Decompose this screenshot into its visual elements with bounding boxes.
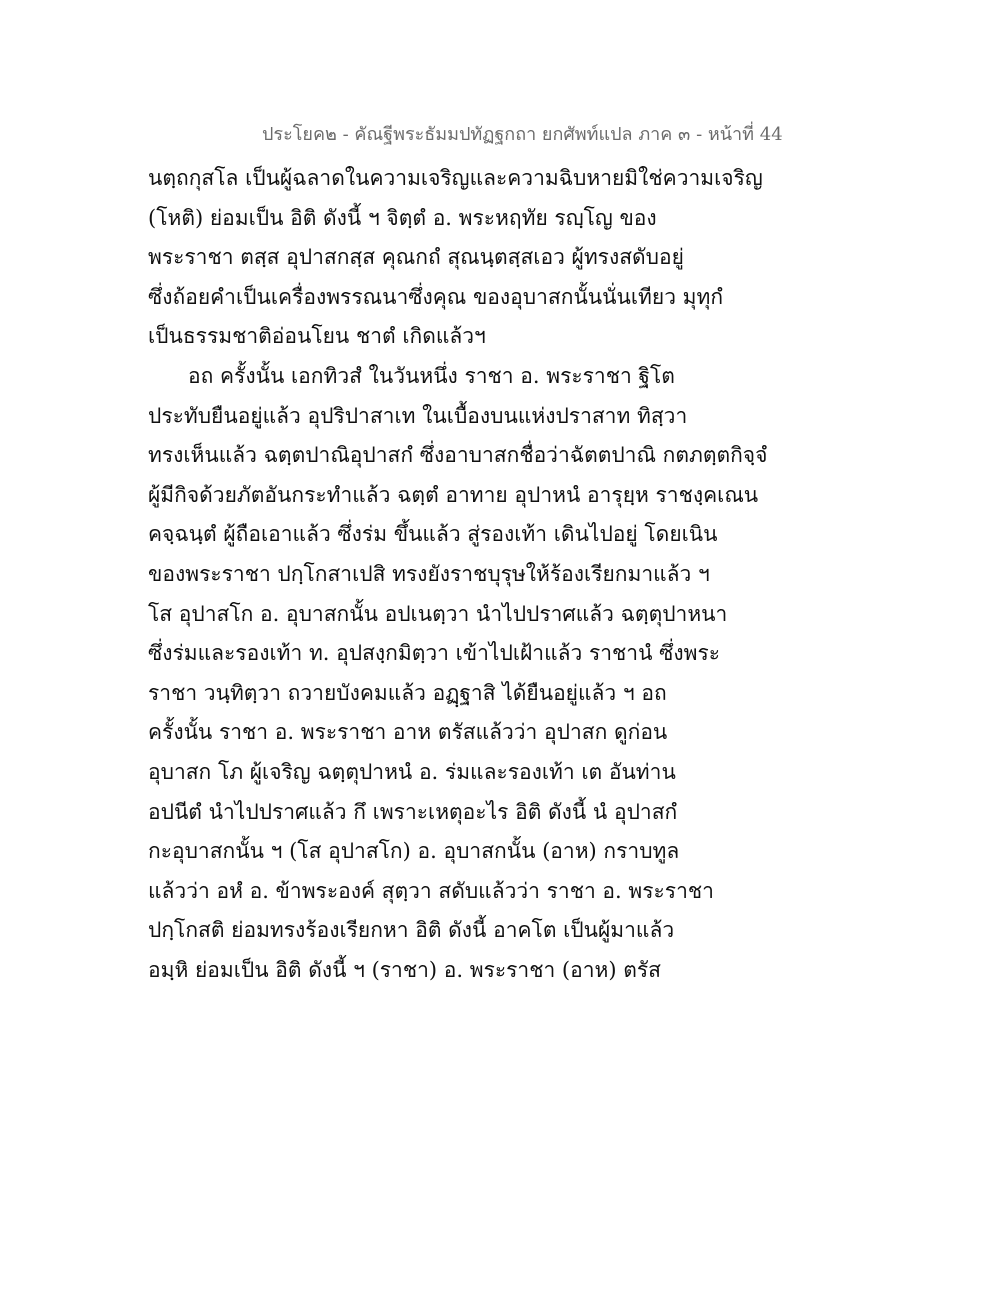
text-line: โส อุปาสโก อ. อุบาสกนั้น อปเนตฺวา นำไปปราศแล้ว ฉตฺตุปาหนา bbox=[148, 601, 728, 626]
text-line: ของพระราชา ปกฺโกสาเปสิ ทรงยังราชบุรุษให้ร้องเรียกมาแล้ว ฯ bbox=[148, 561, 710, 586]
text-line: ทรงเห็นแล้ว ฉตฺตปาณิอุปาสกํ ซึ่งอาบาสกชื่อว่าฉัตตปาณิ กตภตฺตกิจฺจํ bbox=[148, 443, 768, 468]
text-line: ราชา วนฺทิตฺวา ถวายบังคมแล้ว อฏฺฐาสิ ได้ยืนอยู่แล้ว ฯ อถ bbox=[148, 680, 667, 705]
page-header: ประโยค๒ - คัณฐีพระธัมมปทัฏฐกถา ยกศัพท์แปล ภาค ๓ - หน้าที่ 44 bbox=[262, 124, 783, 145]
text-line: (โหติ) ย่อมเป็น อิติ ดังนี้ ฯ จิตฺตํ อ. พระหฤทัย รญฺโญ ของ bbox=[148, 205, 657, 230]
text-line: ซึ่งร่มและรองเท้า ท. อุปสงฺกมิตฺวา เข้าไปเฝ้าแล้ว ราชานํ ซึ่งพระ bbox=[148, 641, 721, 666]
text-line: พระราชา ตสฺส อุปาสกสฺส คุณกถํ สุณนฺตสฺสเอว ผู้ทรงสดับอยู่ bbox=[148, 245, 684, 270]
text-line: ซึ่งถ้อยคำเป็นเครื่องพรรณนาซึ่งคุณ ของอุบาสกนั้นนั่นเทียว มุทุกํ bbox=[148, 284, 724, 309]
paragraph-start-line: อถ ครั้งนั้น เอกทิวสํ ในวันหนึ่ง ราชา อ. พระราชา ฐิโต bbox=[188, 363, 675, 388]
text-line: อปนีตํ นำไปปราศแล้ว กึ เพราะเหตุอะไร อิติ ดังนี้ นํ อุปาสกํ bbox=[148, 799, 678, 824]
text-line: กะอุบาสกนั้น ฯ (โส อุปาสโก) อ. อุบาสกนั้น (อาห) กราบทูล bbox=[148, 839, 680, 864]
text-line: อุบาสก โภ ผู้เจริญ ฉตฺตุปาหนํ อ. ร่มและรองเท้า เต อันท่าน bbox=[148, 759, 676, 784]
text-line: ครั้งนั้น ราชา อ. พระราชา อาห ตรัสแล้วว่า อุปาสก ดูก่อน bbox=[148, 720, 668, 745]
text-line: ปกฺโกสติ ย่อมทรงร้องเรียกหา อิติ ดังนี้ อาคโต เป็นผู้มาแล้ว bbox=[148, 918, 675, 943]
text-line: นตฺถกุสโล เป็นผู้ฉลาดในความเจริญและความฉิบหายมิใช่ความเจริญ bbox=[148, 166, 763, 190]
text-line: เป็นธรรมชาติอ่อนโยน ชาตํ เกิดแล้วฯ bbox=[148, 324, 486, 349]
text-line: ผู้มีกิจด้วยภัตอันกระทำแล้ว ฉตฺตํ อาทาย อุปาหนํ อารุยฺห ราชงฺคเณน bbox=[148, 482, 759, 507]
body-text bbox=[148, 159, 938, 990]
text-line: ประทับยืนอยู่แล้ว อุปริปาสาเท ในเบื้องบนแห่งปราสาท ทิสฺวา bbox=[148, 403, 688, 428]
text-line: แล้วว่า อหํ อ. ข้าพระองค์ สุตฺวา สดับแล้วว่า ราชา อ. พระราชา bbox=[148, 878, 714, 903]
text-line: คจฺฉนฺตํ ผู้ถือเอาแล้ว ซึ่งร่ม ขึ้นแล้ว สู่รองเท้า เดินไปอยู่ โดยเนิน bbox=[148, 522, 718, 547]
text-line: อมฺหิ ย่อมเป็น อิติ ดังนี้ ฯ (ราชา) อ. พระราชา (อาห) ตรัส bbox=[148, 957, 661, 982]
